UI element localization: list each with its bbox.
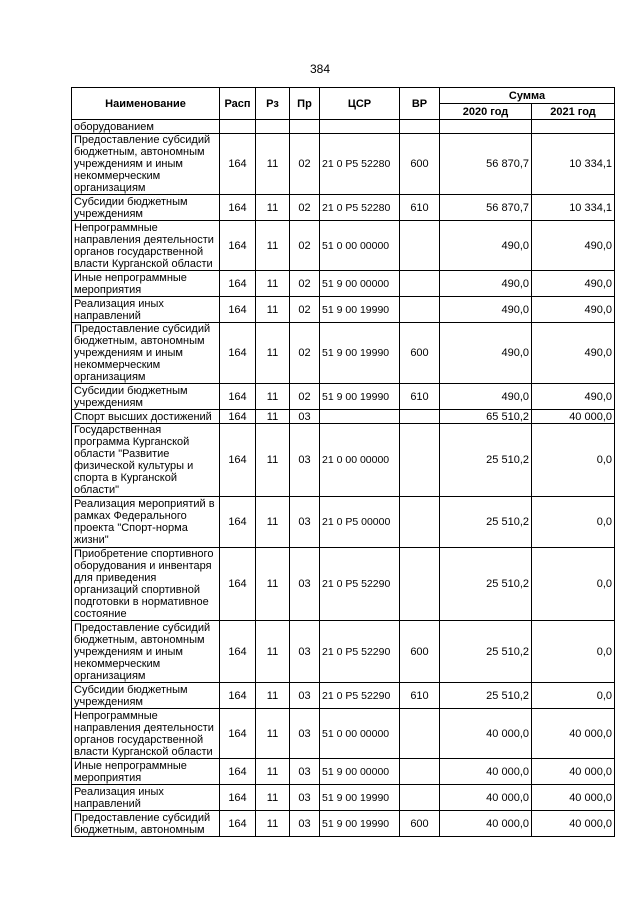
row-rz: 11	[256, 134, 290, 195]
header-vr: ВР	[400, 88, 440, 120]
row-amount-2020: 25 510,2	[440, 424, 532, 497]
row-pr: 02	[290, 323, 320, 384]
row-rz: 11	[256, 811, 290, 837]
row-amount-2021: 490,0	[532, 221, 615, 271]
row-rasp: 164	[220, 621, 256, 683]
row-amount-2020	[440, 120, 532, 134]
row-pr: 03	[290, 683, 320, 709]
row-pr: 02	[290, 271, 320, 297]
row-amount-2020: 65 510,2	[440, 410, 532, 424]
row-csr	[320, 410, 400, 424]
row-rz: 11	[256, 424, 290, 497]
row-pr: 02	[290, 221, 320, 271]
row-rz: 11	[256, 195, 290, 221]
table-row	[72, 134, 615, 195]
row-amount-2020: 490,0	[440, 221, 532, 271]
row-amount-2020: 40 000,0	[440, 709, 532, 759]
row-name: Субсидии бюджетным учреждениям	[72, 195, 220, 221]
row-name: Реализация мероприятий в рамках Федерального проекта "Спорт-норма жизни"	[72, 497, 220, 548]
row-rasp: 164	[220, 271, 256, 297]
table-row	[72, 683, 615, 709]
row-rasp: 164	[220, 683, 256, 709]
row-amount-2021: 0,0	[532, 621, 615, 683]
row-rasp: 164	[220, 410, 256, 424]
row-rz: 11	[256, 323, 290, 384]
row-vr: 600	[400, 323, 440, 384]
header-csr: ЦСР	[320, 88, 400, 120]
row-pr: 02	[290, 134, 320, 195]
row-rz: 11	[256, 410, 290, 424]
row-rz: 11	[256, 621, 290, 683]
table-row	[72, 221, 615, 271]
row-csr: 51 9 00 00000	[320, 271, 400, 297]
table-row	[72, 297, 615, 323]
row-amount-2021: 490,0	[532, 297, 615, 323]
row-csr: 21 0 P5 00000	[320, 497, 400, 548]
row-csr: 51 9 00 19990	[320, 384, 400, 410]
row-name: оборудованием	[72, 120, 220, 134]
row-name: Приобретение спортивного оборудования и инвентаря для приведения организаций спортивной подготовки в нормативное состояние	[72, 548, 220, 621]
row-csr: 51 9 00 19990	[320, 323, 400, 384]
row-amount-2021	[532, 120, 615, 134]
header-summa: Сумма	[440, 88, 615, 104]
header-rasp: Расп	[220, 88, 256, 120]
row-name: Непрограммные направления деятельности органов государственной власти Курганской области	[72, 709, 220, 759]
table-row	[72, 709, 615, 759]
row-amount-2020: 490,0	[440, 384, 532, 410]
row-amount-2020: 25 510,2	[440, 683, 532, 709]
row-vr	[400, 785, 440, 811]
row-amount-2020: 490,0	[440, 297, 532, 323]
row-amount-2020: 490,0	[440, 323, 532, 384]
row-amount-2020: 25 510,2	[440, 548, 532, 621]
table-row	[72, 424, 615, 497]
row-name: Предоставление субсидий бюджетным, автономным учреждениям и иным некоммерческим организациям	[72, 621, 220, 683]
row-rz: 11	[256, 384, 290, 410]
row-csr: 51 0 00 00000	[320, 709, 400, 759]
row-amount-2020: 56 870,7	[440, 134, 532, 195]
budget-table	[71, 87, 615, 837]
row-csr: 21 0 P5 52290	[320, 548, 400, 621]
row-amount-2020: 40 000,0	[440, 759, 532, 785]
row-vr: 610	[400, 195, 440, 221]
row-csr: 51 9 00 00000	[320, 759, 400, 785]
row-name: Субсидии бюджетным учреждениям	[72, 683, 220, 709]
row-rz: 11	[256, 785, 290, 811]
row-amount-2021: 490,0	[532, 384, 615, 410]
row-amount-2020: 25 510,2	[440, 621, 532, 683]
row-rz: 11	[256, 221, 290, 271]
table-row	[72, 759, 615, 785]
header-year-2020: 2020 год	[440, 104, 532, 120]
table-row	[72, 410, 615, 424]
row-name: Реализация иных направлений	[72, 297, 220, 323]
row-rasp: 164	[220, 548, 256, 621]
row-csr: 21 0 P5 52280	[320, 134, 400, 195]
row-amount-2021: 10 334,1	[532, 134, 615, 195]
row-vr	[400, 297, 440, 323]
row-csr: 21 0 00 00000	[320, 424, 400, 497]
row-amount-2021: 40 000,0	[532, 410, 615, 424]
header-year-2021: 2021 год	[532, 104, 615, 120]
row-pr: 03	[290, 410, 320, 424]
row-pr: 02	[290, 297, 320, 323]
row-amount-2021: 0,0	[532, 424, 615, 497]
table-body	[72, 120, 615, 837]
header-rz: Рз	[256, 88, 290, 120]
row-rasp: 164	[220, 811, 256, 837]
row-name: Иные непрограммные мероприятия	[72, 759, 220, 785]
row-amount-2020: 490,0	[440, 271, 532, 297]
row-vr	[400, 759, 440, 785]
row-vr: 600	[400, 621, 440, 683]
row-rz: 11	[256, 548, 290, 621]
row-rz	[256, 120, 290, 134]
row-pr: 02	[290, 384, 320, 410]
row-vr	[400, 548, 440, 621]
row-pr: 03	[290, 424, 320, 497]
row-amount-2021: 490,0	[532, 323, 615, 384]
table-header	[72, 88, 615, 120]
row-csr: 21 0 P5 52290	[320, 683, 400, 709]
row-vr	[400, 221, 440, 271]
row-vr	[400, 709, 440, 759]
page-number: 384	[309, 62, 331, 76]
row-pr: 03	[290, 785, 320, 811]
row-rasp: 164	[220, 221, 256, 271]
row-csr: 21 0 P5 52280	[320, 195, 400, 221]
row-rasp: 164	[220, 297, 256, 323]
row-rasp: 164	[220, 384, 256, 410]
row-pr: 03	[290, 497, 320, 548]
row-csr: 21 0 P5 52290	[320, 621, 400, 683]
row-vr	[400, 271, 440, 297]
row-name: Реализация иных направлений	[72, 785, 220, 811]
row-pr: 03	[290, 811, 320, 837]
row-rz: 11	[256, 271, 290, 297]
row-rz: 11	[256, 709, 290, 759]
row-rasp: 164	[220, 424, 256, 497]
row-pr: 03	[290, 759, 320, 785]
row-pr: 03	[290, 709, 320, 759]
row-rz: 11	[256, 297, 290, 323]
row-amount-2021: 490,0	[532, 271, 615, 297]
row-pr: 03	[290, 548, 320, 621]
row-rz: 11	[256, 683, 290, 709]
row-csr: 51 9 00 19990	[320, 297, 400, 323]
row-rasp: 164	[220, 497, 256, 548]
row-amount-2021: 40 000,0	[532, 759, 615, 785]
row-pr: 03	[290, 621, 320, 683]
row-name: Субсидии бюджетным учреждениям	[72, 384, 220, 410]
row-rasp: 164	[220, 759, 256, 785]
row-name: Предоставление субсидий бюджетным, автономным учреждениям и иным некоммерческим организациям	[72, 323, 220, 384]
row-rasp: 164	[220, 785, 256, 811]
row-name: Предоставление субсидий бюджетным, автономным учреждениям и иным некоммерческим организациям	[72, 134, 220, 195]
row-vr: 600	[400, 811, 440, 837]
row-amount-2021: 40 000,0	[532, 811, 615, 837]
row-csr: 51 0 00 00000	[320, 221, 400, 271]
row-pr: 02	[290, 195, 320, 221]
row-name: Непрограммные направления деятельности органов государственной власти Курганской области	[72, 221, 220, 271]
row-name: Государственная программа Курганской области "Развитие физической культуры и спорта в Курганской области"	[72, 424, 220, 497]
row-rasp: 164	[220, 709, 256, 759]
row-vr	[400, 410, 440, 424]
header-pr: Пр	[290, 88, 320, 120]
row-amount-2020: 56 870,7	[440, 195, 532, 221]
row-rz: 11	[256, 497, 290, 548]
row-amount-2021: 40 000,0	[532, 785, 615, 811]
row-vr	[400, 120, 440, 134]
table-row	[72, 811, 615, 837]
table-row	[72, 497, 615, 548]
row-vr: 600	[400, 134, 440, 195]
row-rasp: 164	[220, 195, 256, 221]
row-name: Предоставление субсидий бюджетным, автономным	[72, 811, 220, 837]
table-row	[72, 621, 615, 683]
row-csr: 51 9 00 19990	[320, 811, 400, 837]
table-row	[72, 195, 615, 221]
row-amount-2021: 40 000,0	[532, 709, 615, 759]
row-rasp	[220, 120, 256, 134]
table-row	[72, 548, 615, 621]
header-name: Наименование	[72, 88, 220, 120]
row-name: Спорт высших достижений	[72, 410, 220, 424]
table-row	[72, 120, 615, 134]
table-row	[72, 271, 615, 297]
row-vr: 610	[400, 384, 440, 410]
row-csr: 51 9 00 19990	[320, 785, 400, 811]
row-amount-2021: 0,0	[532, 548, 615, 621]
row-amount-2020: 40 000,0	[440, 811, 532, 837]
row-pr	[290, 120, 320, 134]
table-row	[72, 323, 615, 384]
row-amount-2021: 10 334,1	[532, 195, 615, 221]
row-amount-2021: 0,0	[532, 683, 615, 709]
row-rz: 11	[256, 759, 290, 785]
row-rasp: 164	[220, 323, 256, 384]
table-row	[72, 384, 615, 410]
row-amount-2021: 0,0	[532, 497, 615, 548]
row-vr	[400, 424, 440, 497]
row-rasp: 164	[220, 134, 256, 195]
table-row	[72, 785, 615, 811]
row-amount-2020: 40 000,0	[440, 785, 532, 811]
row-vr: 610	[400, 683, 440, 709]
row-vr	[400, 497, 440, 548]
row-name: Иные непрограммные мероприятия	[72, 271, 220, 297]
row-amount-2020: 25 510,2	[440, 497, 532, 548]
row-csr	[320, 120, 400, 134]
